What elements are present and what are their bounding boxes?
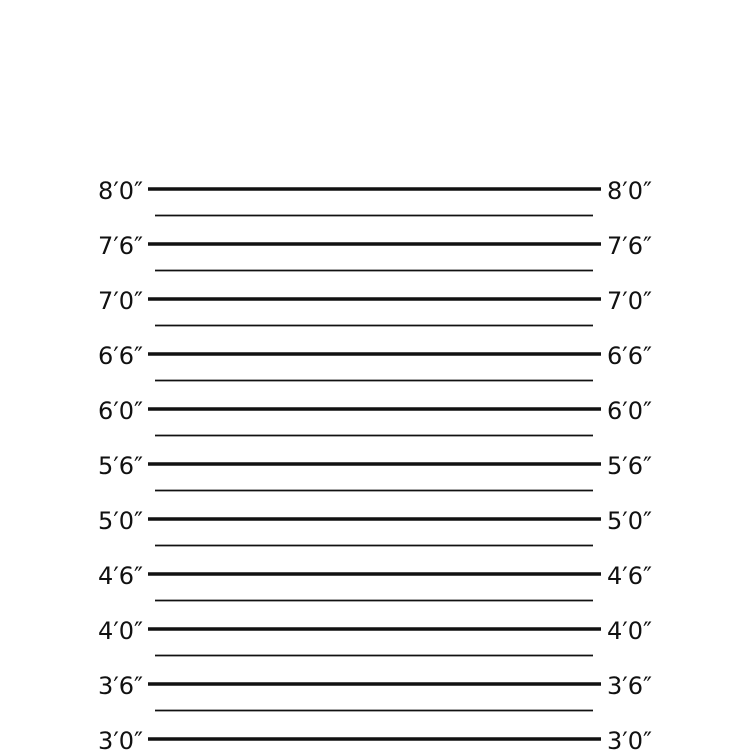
left-label-66: 6′6″ (98, 342, 143, 370)
left-label-30: 3′0″ (98, 727, 143, 750)
right-label-76: 7′6″ (607, 232, 652, 260)
right-label-36: 3′6″ (607, 672, 652, 700)
left-label-40: 4′0″ (98, 617, 143, 645)
right-label-66: 6′6″ (607, 342, 652, 370)
right-label-46: 4′6″ (607, 562, 652, 590)
left-label-76: 7′6″ (98, 232, 143, 260)
right-label-40: 4′0″ (607, 617, 652, 645)
left-label-36: 3′6″ (98, 672, 143, 700)
left-label-50: 5′0″ (98, 507, 143, 535)
left-label-46: 4′6″ (98, 562, 143, 590)
right-label-56: 5′6″ (607, 452, 652, 480)
right-label-70: 7′0″ (607, 287, 652, 315)
right-label-30: 3′0″ (607, 727, 652, 750)
left-label-60: 6′0″ (98, 397, 143, 425)
right-label-50: 5′0″ (607, 507, 652, 535)
left-label-70: 7′0″ (98, 287, 143, 315)
right-label-80: 8′0″ (607, 177, 652, 205)
left-label-80: 8′0″ (98, 177, 143, 205)
right-label-60: 6′0″ (607, 397, 652, 425)
left-label-56: 5′6″ (98, 452, 143, 480)
